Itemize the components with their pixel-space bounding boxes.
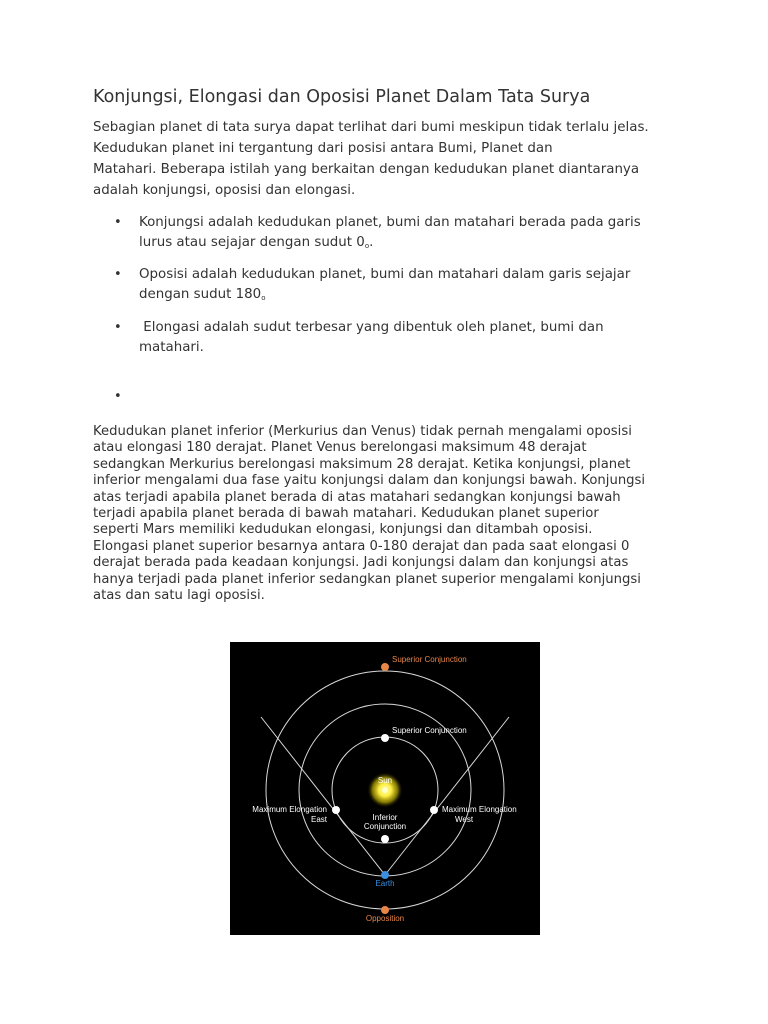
label-max-elongation-west-2: West [455,815,474,824]
intro-line: Matahari. Beberapa istilah yang berkaitan dengan kedudukan planet diantaranya [93,162,640,177]
body-line: inferior mengalami dua fase yaitu konjungsi dalam dan konjungsi bawah. Konjungsi [93,473,646,489]
opposition-planet [381,906,389,914]
body-line: sedangkan Merkurius berelongasi maksimum 28 derajat. Ketika konjungsi, planet [93,456,631,472]
label-superior-conjunction-outer: Superior Conjunction [392,655,467,664]
bullet-icon: • [114,215,122,230]
bullet-icon: • [114,389,122,404]
label-sun: Sun [377,776,393,785]
orbit-diagram [230,642,540,935]
label-earth: Earth [375,879,395,888]
body-line: Elongasi planet superior besarnya antara 0-180 derajat dan pada saat elongasi 0 [93,538,630,554]
bullet-icon: • [114,320,122,335]
degree-sign: o [261,294,266,302]
earth-planet [381,871,389,879]
body-line: derajat berada pada keadaan konjungsi. Jadi konjungsi dalam dan konjungsi atas [93,555,629,571]
body-line: Kedudukan planet inferior (Merkurius dan Venus) tidak pernah mengalami oposisi [93,424,632,439]
label-superior-conjunction-inner: Superior Conjunction [392,726,467,735]
max-elongation-west-planet [430,806,438,814]
body-line: atau elongasi 180 derajat. Planet Venus berelongasi maksimum 48 derajat [93,440,587,456]
body-line: hanya terjadi pada planet inferior sedangkan planet superior mengalami konjungsi [93,571,641,587]
label-inferior-conjunction-1: Inferior [372,813,398,822]
orbit-diagram-svg [230,642,540,935]
degree-sign: o [364,242,370,250]
sun-icon [382,787,388,793]
bullet-icon: • [114,267,122,282]
intro-paragraph [93,117,675,201]
body-line: atas dan satu lagi oposisi. [93,588,265,604]
intro-line: Kedudukan planet ini tergantung dari posisi antara Bumi, Planet dan [93,141,553,156]
bullet-line: Oposisi adalah kedudukan planet, bumi dan matahari dalam garis sejajar [139,267,631,282]
superior-conjunction-outer-planet [381,663,389,671]
body-line: atas terjadi apabila planet berada di atas matahari sedangkan konjungsi bawah [93,489,621,505]
superior-conjunction-inner-planet [381,734,389,742]
inferior-conjunction-planet [381,835,389,843]
label-max-elongation-east-2: East [310,815,327,824]
bullet-line: Konjungsi adalah kedudukan planet, bumi dan matahari berada pada garis [139,215,641,230]
bullet-line: lurus atau sejajar dengan sudut 0 [139,235,365,250]
label-opposition: Opposition [365,914,405,923]
bullet-line: Elongasi adalah sudut terbesar yang dibentuk oleh planet, bumi dan [139,320,604,335]
bullet-line: dengan sudut 180 [139,287,262,302]
bullet-line-end: . [369,235,374,250]
bullet-line: matahari. [139,340,204,355]
intro-line: Sebagian planet di tata surya dapat terlihat dari bumi meskipun tidak terlalu jelas. [93,120,649,135]
body-line: terjadi apabila planet berada di bawah matahari. Kedudukan planet superior [93,506,599,522]
body-line: seperti Mars memiliki kedudukan elongasi, konjungsi dan ditambah oposisi. [93,522,593,538]
page-title: Konjungsi, Elongasi dan Oposisi Planet Dalam Tata Surya [93,87,591,107]
label-max-elongation-east-1: Maximum Elongation [252,805,327,814]
max-elongation-east-planet [332,806,340,814]
label-max-elongation-west-1: Maximum Elongation [442,805,517,814]
body-paragraph [93,424,675,604]
intro-line: adalah konjungsi, oposisi dan elongasi. [93,183,356,198]
label-inferior-conjunction-2: Conjunction [363,822,407,831]
